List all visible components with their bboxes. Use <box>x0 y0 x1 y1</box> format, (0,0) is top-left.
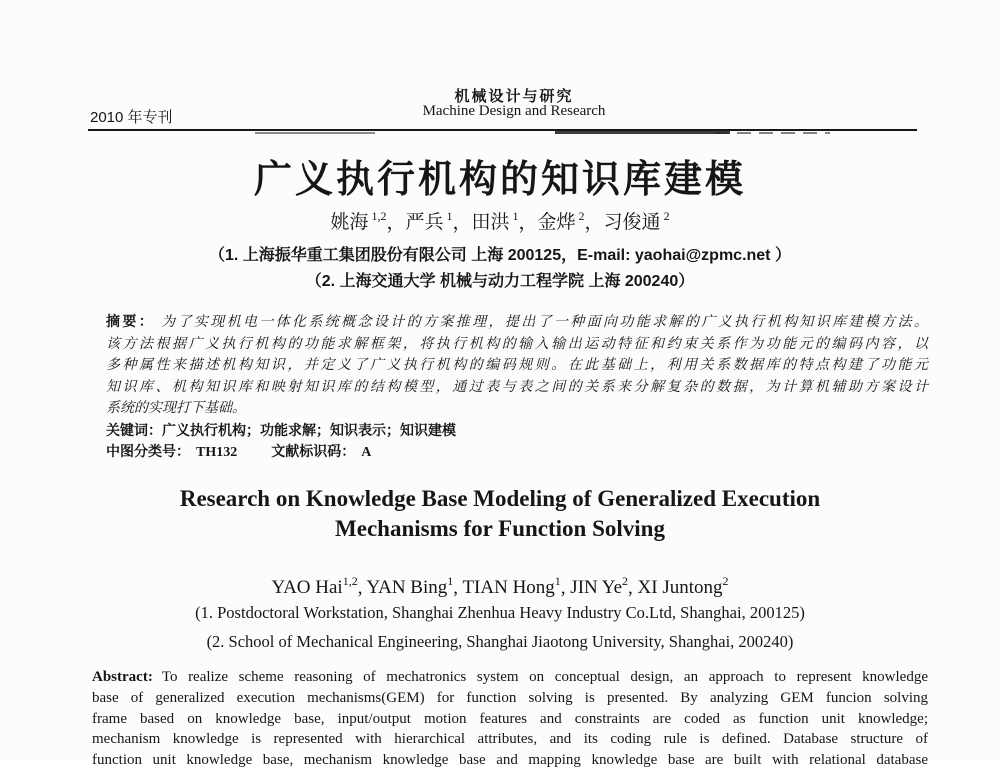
abstract-en <box>92 667 928 771</box>
author: 习俊通 $^2$ <box>603 209 670 234</box>
author: JIN Ye$^2$ <box>570 574 629 599</box>
article-title-en <box>86 484 914 544</box>
doc-code-value: A <box>361 445 372 460</box>
abstract-zh-text: 为了实现机电一体化系统概念设计的方案推理，提出了一种面向功能求解的广义执行机构知识库建模方法。 <box>161 315 929 330</box>
abstract-zh-line: 知识库、机构知识库和映射知识库的结构模型，通过表与表之间的关系来分解复杂的数据，为计算机辅助方案设计 <box>106 379 928 395</box>
scan-artifact <box>715 132 830 134</box>
abstract-zh-line <box>106 311 928 334</box>
affiliation-en-2: (2. School of Mechanical Engineering, Shanghai Jiaotong University, Shanghai, 200240) <box>206 632 794 651</box>
doc-code-label: 文献标识码： <box>271 443 356 459</box>
article-title-en-line2: Mechanisms for Function Solving <box>335 516 665 541</box>
abstract-zh-line: 多种属性来描述机构知识，并定义了广义执行机构的编码规则。在此基础上，利用关系数据库的特点构建了功能元 <box>106 358 928 373</box>
article-title-en-line1: Research on Knowledge Base Modeling of Generalized Execution <box>179 486 821 511</box>
author: YAO Hai$^{1,2}$ <box>271 574 358 599</box>
author: 金烨 $^2$ <box>537 209 585 234</box>
author: YAN Bing$^1$ <box>366 574 454 599</box>
journal-title-en: Machine Design and Research <box>422 103 606 119</box>
keywords-line <box>106 420 928 442</box>
author: XI Juntong$^2$ <box>637 574 729 599</box>
authors-zh: 姚海 $^{1,2}$，严兵 $^1$，田洪 $^1$，金烨 $^2$，习俊通 $^2$ <box>330 209 670 234</box>
abstract-label-en: Abstract: <box>92 669 153 685</box>
abstract-en-line: base of generalized execution mechanisms(GEM) for function solving is presented. By analyzing GEM funcion solving <box>92 689 928 706</box>
abstract-en-text: To realize scheme reasoning of mechatronics system on conceptual design, an approach to represent knowledge <box>161 669 928 685</box>
scan-artifact <box>555 131 730 134</box>
clc-label: 中图分类号： <box>106 443 190 459</box>
issue-label: 2010 年专刊 <box>90 109 173 126</box>
keywords-text: 广义执行机构；功能求解；知识表示；知识建模 <box>162 421 456 438</box>
abstract-label-zh: 摘要： <box>106 313 156 329</box>
affiliation-zh-1: （1. 上海振华重工集团股份有限公司 上海 200125，E-mail: yaohai@zpmc.net ） <box>209 247 791 264</box>
abstract-en-line: mechanism knowledge is represented with hierarchical attributes, and its coding rule is defined. Database structure of <box>92 731 928 748</box>
scan-artifact <box>255 132 375 134</box>
abstract-en-line: frame based on knowledge base, input/output motion features and constraints are coded as function unit knowledge; <box>92 710 928 727</box>
journal-title-zh: 机械设计与研究 <box>454 88 574 105</box>
article-title-zh: 广义执行机构的知识库建模 <box>253 159 746 201</box>
header-rule <box>88 129 917 131</box>
affiliation-zh-2: （2. 上海交通大学 机械与动力工程学院 上海 200240） <box>305 273 695 290</box>
keywords-label: 关键词： <box>106 421 162 438</box>
abstract-zh <box>106 311 928 464</box>
clc-value: TH132 <box>196 445 238 460</box>
author: 田洪 $^1$ <box>471 209 519 234</box>
author: TIAN Hong$^1$ <box>462 574 561 599</box>
author: 姚海 $^{1,2}$ <box>330 209 387 234</box>
authors-en: YAO Hai$^{1,2}$, YAN Bing$^1$, TIAN Hong$^1$, JIN Ye$^2$, XI Juntong$^2$ <box>271 574 729 599</box>
clc-line <box>106 441 928 464</box>
affiliation-en-1: (1. Postdoctoral Workstation, Shanghai Zhenhua Heavy Industry Co.Ltd, Shanghai, 200125) <box>195 603 805 622</box>
author: 严兵 $^1$ <box>405 209 453 234</box>
abstract-zh-line: 该方法根据广义执行机构的功能求解框架，将执行机构的输入输出运动特征和约束关系作为功能元的编码内容，以 <box>106 336 928 352</box>
abstract-en-line <box>92 667 928 688</box>
abstract-zh-line: 系统的实现打下基础。 <box>106 401 246 416</box>
abstract-en-line: function unit knowledge base, mechanism knowledge base and mapping knowledge base are built with relational database <box>92 752 928 769</box>
